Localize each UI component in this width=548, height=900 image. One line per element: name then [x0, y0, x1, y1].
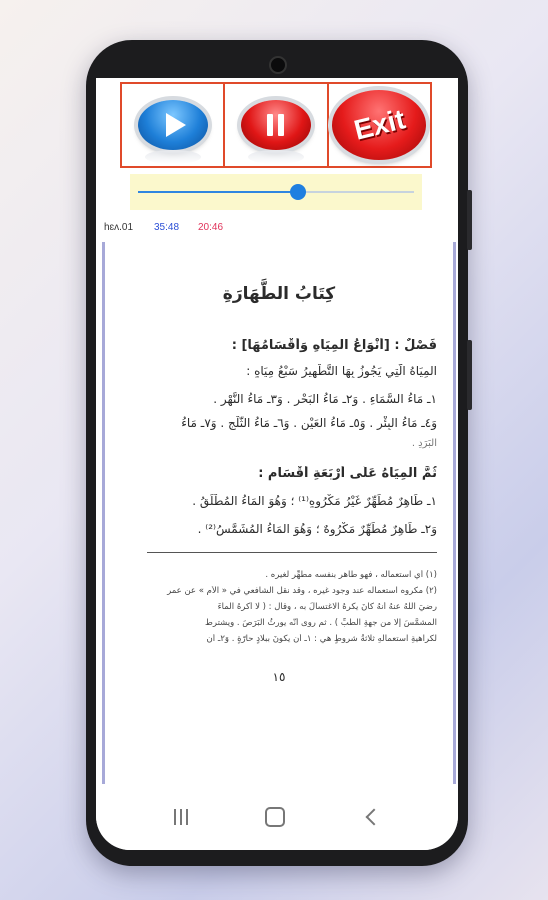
- text-line: وَ٤ـ مَاءُ البِئْرِ . وَ٥ـ مَاءُ العَيْنِ . وَ٦ـ مَاءُ الثَّلْجِ . وَ٧ـ مَاءُ: [181, 416, 437, 430]
- play-icon: [138, 100, 208, 150]
- power-button: [467, 340, 472, 410]
- camera-icon: [269, 56, 287, 74]
- player-controls: [120, 82, 432, 168]
- time-readout: [104, 222, 254, 238]
- section-heading: فَصْلٌ : [أَنْوَاعُ المِيَاهِ وَأَقْسَامُهَا] :: [231, 338, 437, 353]
- text-line: وَ٢ـ طَاهِرٌ مُطَهِّرٌ مَكْرُوهٌ ؛ وَهُوَ المَاءُ المُشَمَّسُ⁽²⁾ .: [197, 522, 437, 536]
- text-line: المِيَاهُ الَّتِي يَجُوزُ بِهَا التَّطْهِيرُ سَبْعُ مِيَاهٍ :: [246, 364, 437, 378]
- system-nav-bar: [96, 784, 458, 850]
- footnote-line: (١) أي استعماله ، فهو طاهر بنفسه مطهِّر لغيره .: [265, 570, 437, 580]
- pause-icon: [241, 100, 311, 150]
- footnote-line: المشمَّسَ إلا من جهةِ الطبِّ ) . ثم روى أنَّه يورثُ البَرَصَ . ويشترطُ: [205, 618, 437, 628]
- footnote-line: لكراهيةِ استعمالهِ ثلاثةُ شروطٍ هي : ١ـ أن يكونَ ببلادٍ حارّةٍ . وَ٢ـ أن: [206, 634, 437, 644]
- back-icon[interactable]: [365, 809, 382, 826]
- footnote-line: (٢) مكروه استعماله عند وجود غيره ، وقد نقل الشافعي في « الأم » عن عمر: [167, 586, 437, 596]
- text-line: ١ـ مَاءُ السَّمَاءِ . وَ٢ـ مَاءُ البَحْرِ . وَ٣ـ مَاءُ النَّهْرِ .: [213, 392, 437, 406]
- app-screen: [96, 78, 458, 850]
- status-text: hɛʌ.01: [104, 222, 134, 233]
- progress-handle[interactable]: [290, 184, 306, 200]
- page-content: [117, 242, 441, 799]
- pause-button[interactable]: [225, 84, 328, 166]
- elapsed-time: 35:48: [154, 222, 180, 233]
- text-line: ١ـ طَاهِرٌ مُطَهِّرٌ غَيْرُ مَكْرُوهٍ⁽¹⁾ ؛ وَهُوَ المَاءُ المُطْلَقُ .: [192, 494, 437, 508]
- subsection-heading: ثُمَّ المِيَاهُ عَلَى أَرْبَعَةِ أَقْسَامٍ :: [258, 466, 437, 481]
- page-number: ١٥: [272, 670, 286, 684]
- play-button[interactable]: [122, 84, 225, 166]
- home-icon[interactable]: [265, 807, 285, 827]
- progress-track[interactable]: [138, 191, 414, 193]
- exit-label: Exit: [350, 103, 408, 146]
- footnote-line: رضيَ اللهُ عنهُ أنهُ كانَ يكرهُ الاغتسالَ به ، وقال : ( لا أكرهُ الماءَ: [217, 602, 437, 612]
- volume-button: [467, 190, 472, 250]
- book-title: كِتَابُ الطَّهَارَةِ: [222, 284, 336, 304]
- exit-icon: [332, 90, 426, 160]
- progress-slider-panel: [130, 174, 422, 210]
- text-line: البَرَدِ .: [411, 438, 437, 449]
- book-page[interactable]: [102, 242, 456, 802]
- exit-button[interactable]: [329, 84, 430, 166]
- recent-apps-icon[interactable]: [174, 809, 188, 825]
- progress-fill: [138, 191, 298, 193]
- total-time: 20:46: [198, 222, 224, 233]
- footnote-divider: [147, 552, 437, 553]
- phone-frame: [86, 40, 468, 866]
